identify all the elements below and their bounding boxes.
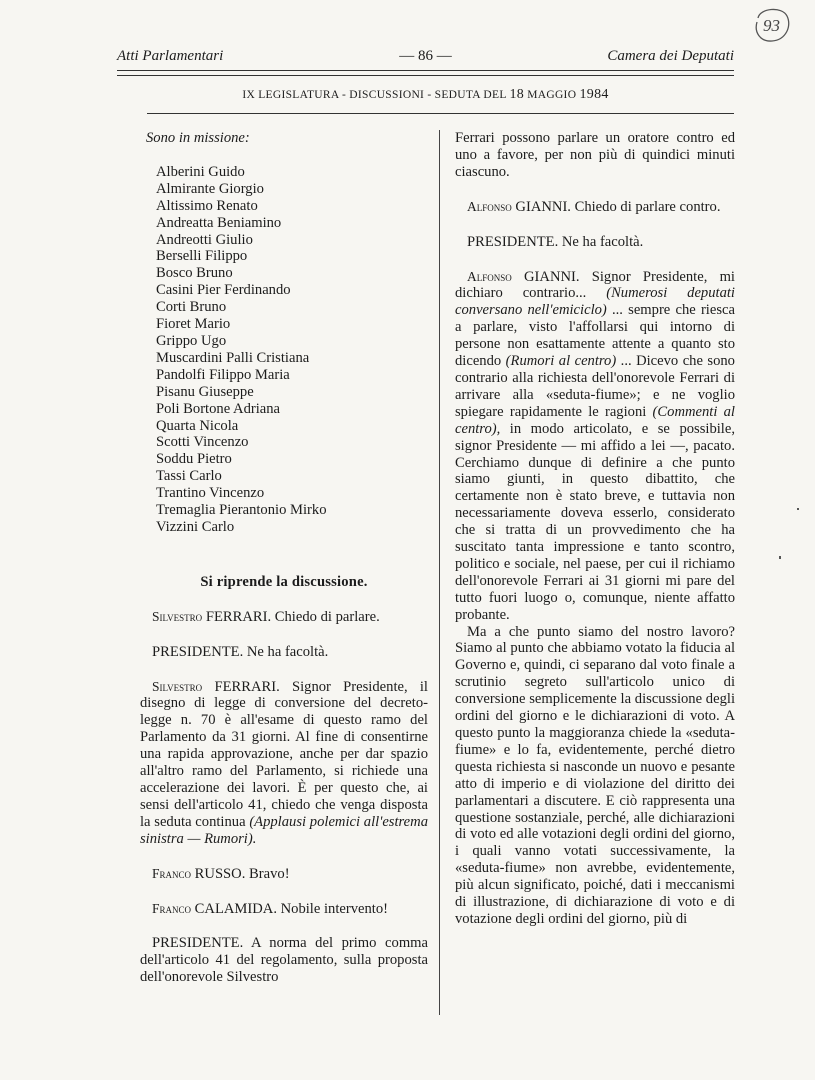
speech-text: Signor Presidente, mi dichiaro contrario... xyxy=(455,268,735,302)
speech-text: Chiedo di parlare contro. xyxy=(570,198,721,215)
missione-title: Sono in missione: xyxy=(146,130,250,146)
speaker-first-name: Franco xyxy=(152,900,192,916)
speech-text: Chiedo di parlare. xyxy=(271,608,380,625)
missione-name: Trantino Vincenzo xyxy=(156,485,265,502)
speech-presidente-2: PRESIDENTE. A norma del primo comma dell'articolo 41 del regolamento, sulla proposta dell'onorevole Silvestro xyxy=(140,935,428,986)
missione-name: Alberini Guido xyxy=(156,163,245,180)
missione-name: Bosco Bruno xyxy=(156,265,233,282)
missione-name: Soddu Pietro xyxy=(156,451,232,468)
speaker-last-name: RUSSO. xyxy=(194,865,246,882)
missione-name: Vizzini Carlo xyxy=(156,518,235,535)
speaker-first-name: Silvestro xyxy=(152,678,203,694)
speech-annotation: (Rumori al centro) xyxy=(505,353,617,370)
missione-name: Casini Pier Ferdinando xyxy=(156,282,291,299)
missione-name: Fioret Mario xyxy=(156,316,231,333)
missione-name-list xyxy=(140,164,428,536)
missione-name: Andreatta Beniamino xyxy=(156,214,282,231)
session-subheader xyxy=(117,87,734,103)
column-divider xyxy=(439,130,440,1015)
speech-text: ... Dicevo che sono contrario alla richiesta dell'onorevole Ferrari di arrivare alla «seduta-fiume»; e ne voglio spiegare rapidamente le ragioni xyxy=(455,353,735,420)
speech-text: Nobile intervento! xyxy=(276,900,389,917)
subheader-day: 18 xyxy=(509,87,525,102)
speech-presidente-continued: Ferrari possono parlare un oratore contro ed uno a favore, per non più di quindici minuti ciascuno. xyxy=(455,130,735,180)
header-right: Camera dei Deputati xyxy=(607,48,734,64)
speaker-last-name: GIANNI. xyxy=(524,268,580,285)
section-heading: Si riprende la discussione. xyxy=(200,573,368,590)
speech-ferrari-main xyxy=(140,679,428,848)
speech-text: in modo articolato, e se possibile, signor Presidente — mi affido a lei —, pacato. Cerchiamo dunque di definire a che punto siamo giunti, in questo dibattito, che certamente non è stato breve, e tuttavia non necessariamente doveva esserlo, considerato che si tratta di un provvedimento che ha suscitato tanta impressione e tanto scontro, politico e sociale, nel paese, per cui il richiamo dell'onorevole Ferrari ai 31 giorni mi pare del tutto fuori luogo o, comunque, niente affatto probante. xyxy=(455,420,735,623)
speaker-first-name: Silvestro xyxy=(152,608,203,624)
missione-name: Poli Bortone Adriana xyxy=(156,400,281,417)
subheader-month: MAGGIO xyxy=(524,89,580,101)
speech-ferrari-request xyxy=(140,609,428,626)
missione-name: Grippo Ugo xyxy=(156,332,227,349)
missione-name: Pandolfi Filippo Maria xyxy=(156,366,290,383)
missione-name: Altissimo Renato xyxy=(156,197,258,214)
missione-name: Tassi Carlo xyxy=(156,468,222,485)
stamp-number: 93 xyxy=(763,16,780,35)
missione-name: Scotti Vincenzo xyxy=(156,434,249,451)
speech-calamida xyxy=(140,901,428,918)
subheader-year: 1984 xyxy=(579,87,609,102)
speech-annotation: (Commenti al centro), xyxy=(455,403,735,437)
speech-text: Signor Presidente, il disegno di legge di conversione del decreto-legge n. 70 è all'esame di questo ramo del Parlamento da 31 giorni. Al fine di consentirne una rapida approvazione, anche per dar spazio all'altro ramo del Parlamento, si richiede una accelerazione dei lavori. È per questo che, ai sensi dell'articolo 41, chiedo che venga disposta la seduta continua xyxy=(140,678,428,830)
header-left: Atti Parlamentari xyxy=(117,48,224,64)
speaker-last-name: GIANNI. xyxy=(515,198,571,215)
missione-name: Corti Bruno xyxy=(156,299,227,316)
missione-name: Almirante Giorgio xyxy=(156,180,264,197)
speaker-first-name: Alfonso xyxy=(467,198,512,214)
speech-gianni-main xyxy=(455,269,735,624)
missione-name: Andreotti Giulio xyxy=(156,231,253,248)
missione-name: Tremaglia Pierantonio Mirko xyxy=(156,502,327,519)
speech-gianni-continued: Ma a che punto siamo del nostro lavoro? Siamo al punto che abbiamo votato la fiducia al Governo e, quindi, ci separano dal voto finale a scrutinio segreto sull'articolo unico di conversione semplicemente la discussione degli ordini del giorno e le dichiarazioni di voto. A questo punto la maggioranza chiede la «seduta-fiume» e lo fa, evidentemente, perché dietro questa richiesta si nasconde un nuovo e pesante atto di imperio e di violazione del diritto dei parlamentari a discutere. E ciò rappresenta una questione sostanziale, perché, alle dichiarazioni di voto ed alle votazioni degli ordini del giorno, i quali vanno votati successivamente, la «seduta-fiume» non avrebbe, evidentemente, più alcun significato, poiché, dati i meccanismi di illustrazione, di dichiarazione di voto e di votazione degli ordini del giorno, più di xyxy=(455,623,735,927)
speech-presidente-1: PRESIDENTE. Ne ha facoltà. xyxy=(152,643,329,660)
speech-annotation: (Applausi polemici all'estrema sinistra — Rumori). xyxy=(140,813,428,847)
speaker-last-name: FERRARI. xyxy=(205,608,272,625)
speaker-first-name: Alfonso xyxy=(467,268,512,284)
scan-mark xyxy=(779,556,781,559)
subheader-part1: IX LEGISLATURA - DISCUSSIONI - SEDUTA DEL xyxy=(242,89,510,101)
page-number: — 86 — xyxy=(399,48,452,64)
speech-gianni-request xyxy=(455,199,735,216)
handwritten-page-stamp xyxy=(752,4,792,44)
speech-russo xyxy=(140,866,428,883)
speaker-last-name: FERRARI. xyxy=(214,678,280,695)
subheader-rule xyxy=(147,113,734,114)
missione-name: Quarta Nicola xyxy=(156,417,239,434)
missione-name: Muscardini Palli Cristiana xyxy=(156,349,310,366)
page-header xyxy=(117,48,734,70)
scan-mark xyxy=(797,508,799,510)
speech-text: ... sempre che riesca a parlare, visto l'affollarsi qui intorno di persone non esattamente attente a quanto sto dicendo xyxy=(455,302,735,370)
speaker-first-name: Franco xyxy=(152,865,192,881)
speech-text: Bravo! xyxy=(245,865,290,882)
left-column xyxy=(140,130,428,986)
right-column xyxy=(455,130,735,928)
speech-annotation: (Numerosi deputati conversano nell'emiciclo) xyxy=(455,285,735,319)
header-double-rule xyxy=(117,70,734,76)
missione-name: Berselli Filippo xyxy=(156,248,248,265)
speech-presidente-3: PRESIDENTE. Ne ha facoltà. xyxy=(467,233,644,250)
missione-name: Pisanu Giuseppe xyxy=(156,383,254,400)
speaker-last-name: CALAMIDA. xyxy=(194,900,277,917)
